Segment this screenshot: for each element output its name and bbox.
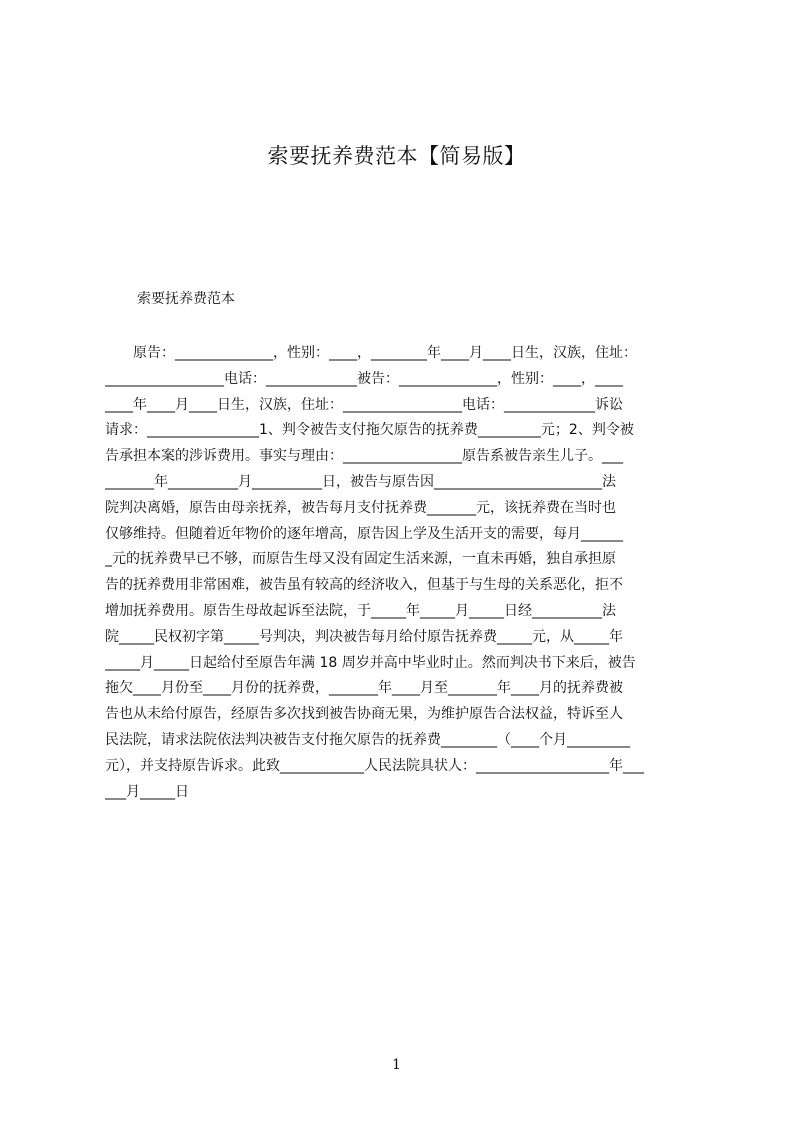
body-line: _元的抚养费早已不够，而原告生母又没有固定生活来源，一直未再婚，独自承担原 [105,551,616,568]
body-line: 仅够维持。但随着近年物价的逐年增高，原告因上学及生活开支的需要，每月______ [105,525,623,542]
body-line: _____月_____日起给付至原告年满 18 周岁并高中毕业时止。然而判决书下来后，被告 [105,654,636,671]
body-line: 民法院，请求法院依法判决被告支付拖欠原告的抚养费________（____个月_________ [105,731,630,748]
body-line: 告承担本案的涉诉费用。事实与理由：_________________原告系被告亲生儿子。___ [105,448,623,465]
body-line: 原告：______________，性别：____，________年____月____日生，汉族，住址： [105,345,637,361]
page-number: 1 [392,1057,401,1073]
document-body [105,341,697,805]
body-line: 院判决离婚，原告由母亲抚养，被告每月支付抚养费_______元，该抚养费在当时也 [105,499,616,516]
document-title: 索要抚养费范本【简易版】 [267,144,526,168]
body-line: 院_____民权初字第_____号判决，判决被告每月给付原告抚养费_____元，从_____年 [105,628,623,645]
body-line: _______年__________月__________日，被告与原告因________________________法 [105,473,616,490]
body-line: 元），并支持原告诉求。此致____________人民法院具状人：___________________年___ [105,757,644,774]
body-line: ____年____月____日生，汉族，住址：_________________电话：_____________诉讼 [105,396,623,413]
body-line: 拖欠____月份至____月份的抚养费，_______年____月至_______年____月的抚养费被 [105,680,623,697]
body-line: 告的抚养费用非常困难，被告虽有较高的经济收入，但基于与生母的关系恶化，拒不 [105,577,623,594]
body-line: _________________电话：_____________被告：______________，性别：____，____ [105,370,623,387]
document-subtitle: 索要抚养费范本 [137,291,235,307]
body-line: 告也从未给付原告，经原告多次找到被告协商无果，为维护原告合法权益，特诉至人 [105,706,623,723]
body-line: 增加抚养费用。原告生母故起诉至法院，于_____年_____月_____日经__________法 [105,602,616,619]
body-line: ___月_____日 [105,783,189,800]
body-line: 请求：________________1、判令被告支付拖欠原告的抚养费_________元；2、判令被 [105,422,634,439]
